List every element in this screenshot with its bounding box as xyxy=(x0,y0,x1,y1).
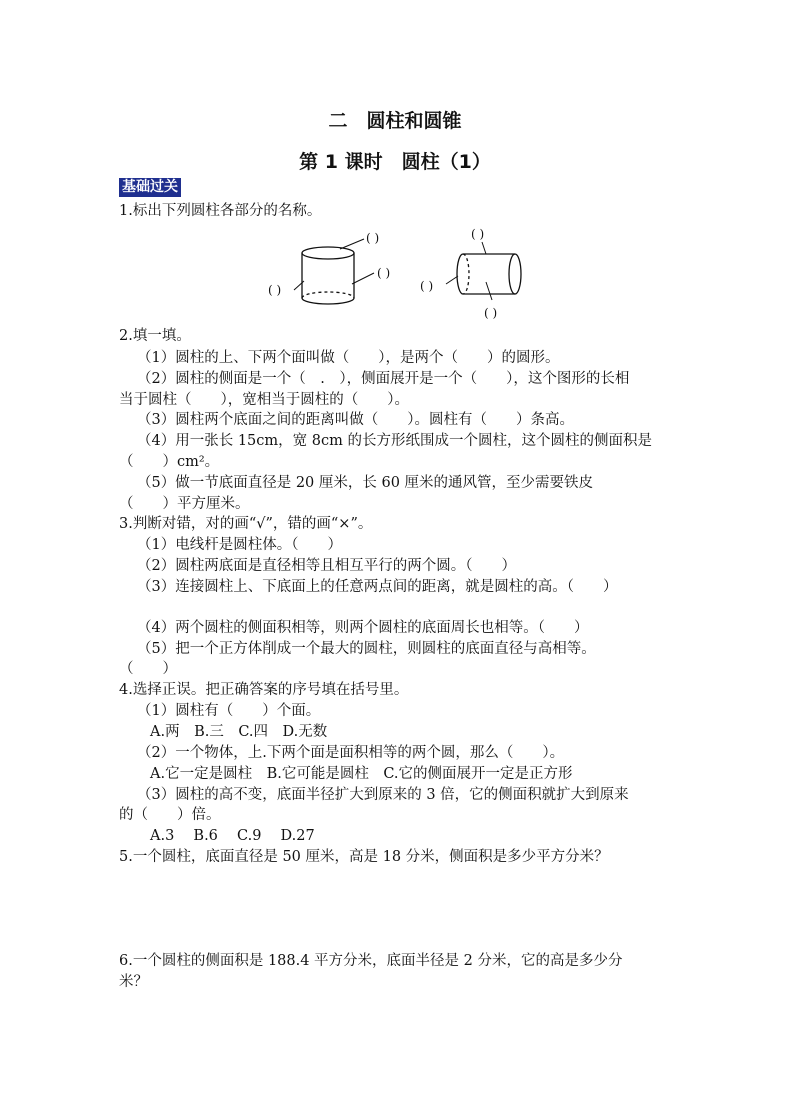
question-6-line-1: 6.一个圆柱的侧面积是 188.4 平方分米，底面半径是 2 分米，它的高是多少分 xyxy=(119,953,623,969)
upright-cylinder xyxy=(302,247,354,304)
q4-options-1: A.两 B.三 C.四 D.无数 xyxy=(150,724,328,740)
q4-line-1: （1）圆柱有（ ）个面。 xyxy=(137,703,321,719)
q3-line-4: （4）两个圆柱的侧面积相等，则两个圆柱的底面周长也相等。（ ） xyxy=(137,620,589,636)
question-5: 5.一个圆柱，底面直径是 50 厘米，高是 18 分米，侧面积是多少平方分米？ xyxy=(119,849,609,865)
question-2: 2.填一填。 xyxy=(119,328,191,344)
question-1: 1.标出下列圆柱各部分的名称。 xyxy=(119,203,322,219)
horizontal-cylinder xyxy=(457,254,521,294)
question-3: 3.判断对错，对的画“√”，错的画“×”。 xyxy=(119,516,373,532)
q2-line-5: （4）用一张长 15cm，宽 8cm 的长方形纸围成一个圆柱，这个圆柱的侧面积是 xyxy=(137,433,652,449)
q3-line-1: （1）电线杆是圆柱体。（ ） xyxy=(137,537,342,553)
q3-line-5: （5）把一个正方体削成一个最大的圆柱，则圆柱的底面直径与高相等。 xyxy=(137,641,596,657)
q3-line-2: （2）圆柱两底面是直径相等且相互平行的两个圆。（ ） xyxy=(137,558,516,574)
q2-line-3: 当于圆柱（ ），宽相当于圆柱的（ ）。 xyxy=(119,392,409,408)
q2-line-8: （ ）平方厘米。 xyxy=(119,496,250,512)
fig-label-top: ( ) xyxy=(366,231,380,245)
q4-options-3: A.3 B.6 C.9 D.27 xyxy=(150,828,315,844)
fig-label-top-2: ( ) xyxy=(471,227,485,241)
q4-line-4: 的（ ）倍。 xyxy=(119,807,221,823)
q4-line-2: （2）一个物体，上.下两个面是面积相等的两个圆，那么（ ）。 xyxy=(137,745,565,761)
fig-label-length-2: ( ) xyxy=(484,306,498,320)
q2-line-6: （ ）cm²。 xyxy=(119,454,220,470)
question-4: 4.选择正误。把正确答案的序号填在括号里。 xyxy=(119,682,409,698)
q2-line-4: （3）圆柱两个底面之间的距离叫做（ ）。圆柱有（ ）条高。 xyxy=(137,412,574,428)
q4-options-2: A.它一定是圆柱 B.它可能是圆柱 C.它的侧面展开一定是正方形 xyxy=(150,766,573,782)
fig-label-height: ( ) xyxy=(268,283,282,297)
fig-label-side: ( ) xyxy=(377,266,391,280)
q2-line-2: （2）圆柱的侧面是一个（ . ），侧面展开是一个（ ），这个图形的长相 xyxy=(137,371,630,387)
fig-label-base-2: ( ) xyxy=(420,279,434,293)
section-tag: 基础过关 xyxy=(119,178,181,197)
q3-line-3: （3）连接圆柱上、下底面上的任意两点间的距离，就是圆柱的高。（ ） xyxy=(137,579,618,595)
q3-line-6: （ ） xyxy=(119,661,177,677)
cylinder-figure xyxy=(260,226,530,326)
q4-line-3: （3）圆柱的高不变，底面半径扩大到原来的 3 倍，它的侧面积就扩大到原来 xyxy=(137,787,629,803)
question-6-line-2: 米？ xyxy=(119,974,148,990)
q2-line-1: （1）圆柱的上、下两个面叫做（ ），是两个（ ）的圆形。 xyxy=(137,350,560,366)
unit-title: 二 圆柱和圆锥 xyxy=(328,110,462,132)
lesson-title: 第 1 课时 圆柱（1） xyxy=(299,151,491,173)
q2-line-7: （5）做一节底面直径是 20 厘米，长 60 厘米的通风管，至少需要铁皮 xyxy=(137,475,594,491)
